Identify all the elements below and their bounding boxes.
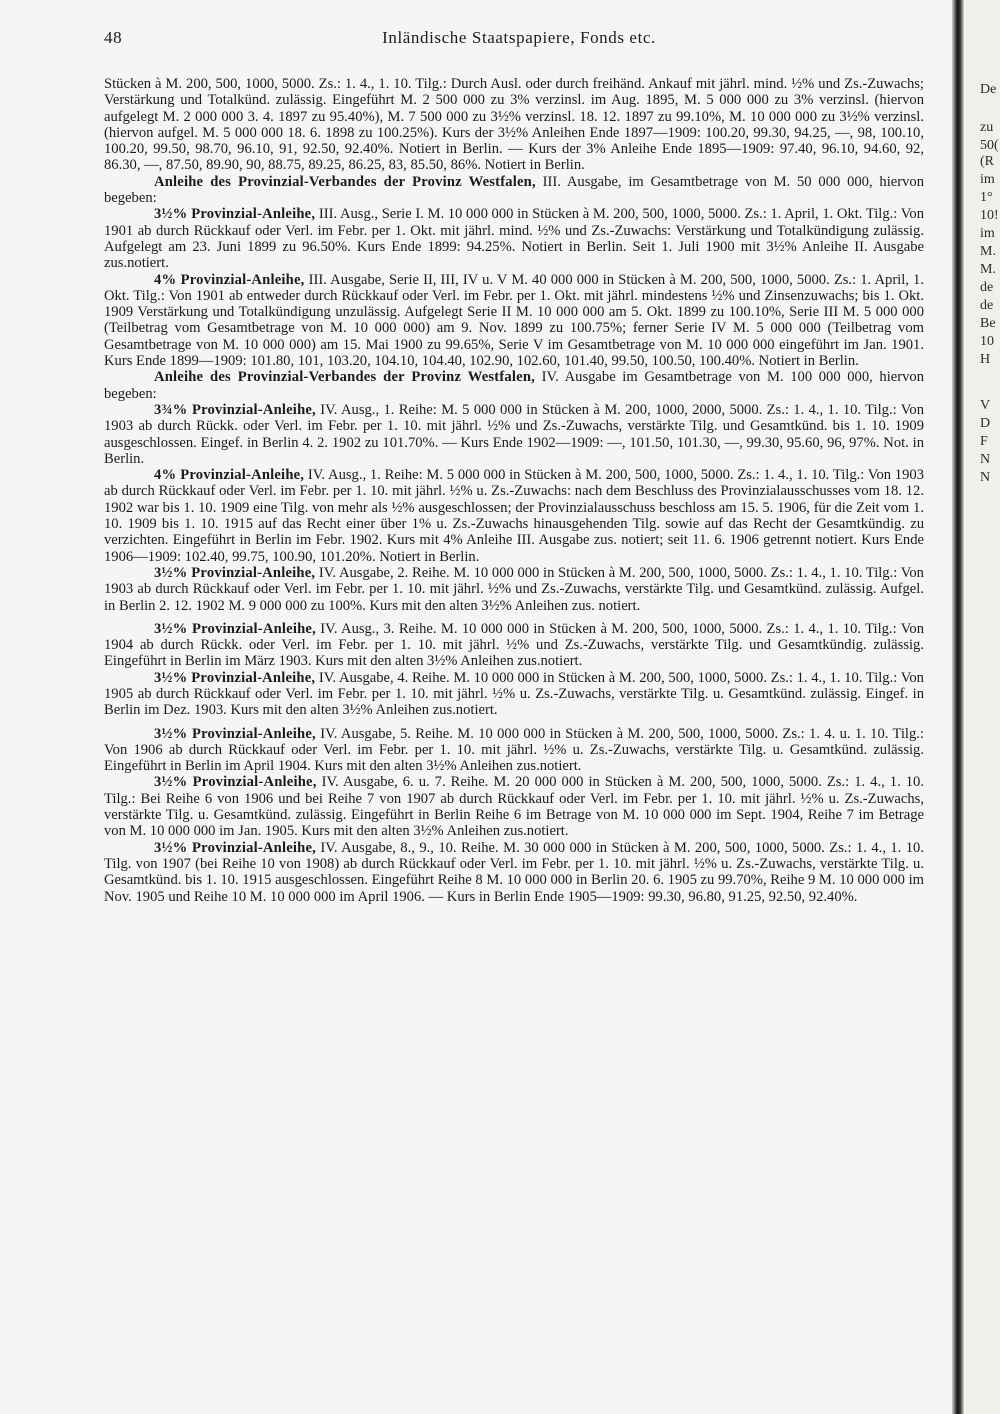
adjacent-page-fragment: im	[980, 226, 995, 241]
paragraph-text: IV. Ausgabe, 8., 9., 10. Reihe. M. 30 000 000 in Stücken à M. 200, 500, 1000, 5000. Zs.: 1. 4., 1. 10. Tilg. von 1907 (bei Reihe 10 von 1908) ab durch Rückkauf oder Verl. im Febr. per 1. 10. mit jährl. ½% u. Zs.-Zuwachs, verstärkte Tilg. u. Gesamtkünd. bis 1. 10. 1915 ausgeschlossen. Eingeführt Reihe 8 M. 10 000 000 in Berlin 20. 6. 1905 zu 99.70%, Reihe 9 M. 10 000 000 im Nov. 1905 und Reihe 10 M. 10 000 000 im April 1906. — Kurs in Berlin Ende 1905—1909: 99.30, 96.80, 91.25, 92.50, 92.40%.	[104, 839, 924, 905]
adjacent-page-fragment: 1°	[980, 190, 993, 205]
paragraph-text: III. Ausg., Serie I. M. 10 000 000 in Stücken à M. 200, 500, 1000, 5000. Zs.: 1. April, 1. Okt. Tilg.: Von 1901 ab durch Rückkauf oder Verl. im Febr. per 1. Okt. mit jährl. mind. ½% und Zs.-Zuwachs: Verstärkung und Totalkündigung zulässig. Aufgelegt am 23. Juni 1899 zu 96.50%. Kurs Ende 1899: 94.25%. Notiert in Berlin. Seit 1. Juli 1900 mit 3½% Anleihe II. Ausgabe zus.notiert.	[104, 206, 924, 272]
body-text	[104, 76, 924, 905]
paragraph-text: IV. Ausg., 1. Reihe: M. 5 000 000 in Stücken à M. 200, 1000, 2000, 5000. Zs.: 1. 4., 1. 10. Tilg.: Von 1903 ab durch Rückk. oder Verl. im Febr. per 1. 10. mit jährl. ½% und Zs.-Zuwachs, verstärkte Tilg. und Gesamtkünd. bis 1. 10. 1909 ausgeschlossen. Eingef. in Berlin 4. 2. 1902 zu 101.70%. — Kurs Ende 1902—1909: —, 101.50, 101.30, —, 99.30, 95.60, 96, 97%. Not. in Berlin.	[104, 401, 924, 467]
bond-title: 4% Provinzial-Anleihe,	[154, 467, 305, 484]
section-heading-paragraph	[104, 174, 924, 207]
paragraph-text: IV. Ausg., 3. Reihe. M. 10 000 000 in Stücken à M. 200, 500, 1000, 5000. Zs.: 1. 4., 1. 10. Tilg.: Von 1904 ab durch Rückk. oder Verl. im Febr. per 1. 10. mit jährl. ½% und Zs.-Zuwachs, verstärkte Tilg. und Gesamtkündig. zulässig. Eingeführt in Berlin im März 1903. Kurs mit den alten 3½% Anleihen zus.notiert.	[104, 620, 924, 670]
bond-title: 3½% Provinzial-Anleihe,	[154, 564, 316, 581]
running-title: Inländische Staatspapiere, Fonds etc.	[382, 28, 656, 47]
section-title: Anleihe des Provinzial-Verbandes der Provinz Westfalen,	[154, 369, 535, 386]
bond-entry	[104, 621, 924, 670]
adjacent-page-fragment: V	[980, 398, 991, 413]
section-heading-paragraph	[104, 369, 924, 402]
adjacent-page-fragment: zu	[980, 120, 994, 135]
paragraph-text: IV. Ausgabe, 4. Reihe. M. 10 000 000 in Stücken à M. 200, 500, 1000, 5000. Zs.: 1. 4., 1. 10. Tilg.: Von 1905 ab durch Rückkauf oder Verl. im Febr. per 1. 10. mit jährl. ½% u. Zs.-Zuwachs, verstärkte Tilg. u. Gesamtkünd. zulässig. Eingef. in Berlin im Dez. 1903. Kurs mit den alten 3½% Anleihen zus.notiert.	[104, 669, 924, 719]
adjacent-page-fragment: N	[980, 452, 991, 467]
bond-title: 3½% Provinzial-Anleihe,	[154, 774, 317, 791]
paragraph-text: Stücken à M. 200, 500, 1000, 5000. Zs.: 1. 4., 1. 10. Tilg.: Durch Ausl. oder durch freihänd. Ankauf mit jährl. mind. ½% und Zs.-Zuwachs; Verstärkung und Totalkünd. zulässig. Eingeführt M. 2 500 000 zu 3% verzinsl. im Aug. 1895, M. 5 000 000 zu 3% verzinsl. (hiervon aufgelegt M. 2 000 000 3. 4. 1897 zu 95.40%), M. 7 500 000 zu 3½% verzinsl. 18. 12. 1897 zu 99.10%, M. 10 000 000 zu 3½% verzinsl. (hiervon aufgel. M. 5 000 000 18. 6. 1898 zu 100.25%). Kurs der 3½% Anleihen Ende 1897—1909: 100.20, 99.30, 94.25, —, 98, 100.10, 100.20, 99.50, 98.70, 96.10, 91, 92.50, 92.40%. Notiert in Berlin. — Kurs der 3% Anleihe Ende 1895—1909: 97.40, 96.10, 94.60, 92, 86.30, —, 87.50, 89.90, 90, 88.75, 89.25, 86.25, 83, 85.50, 86%. Notiert in Berlin.	[104, 76, 924, 174]
adjacent-page-fragment: 50(	[980, 138, 999, 153]
bond-title: 3½% Provinzial-Anleihe,	[154, 206, 316, 223]
paragraph-text: IV. Ausg., 1. Reihe: M. 5 000 000 in Stücken à M. 200, 500, 1000, 5000. Zs.: 1. 4., 1. 10. Tilg.: Von 1903 ab durch Rückkauf oder Verl. im Febr. per 1. 10. mit jährl. ½% u. Zs.-Zuwachs: nach dem Beschluss des Provinzialausschusses vom 18. 12. 1902 war bis 1. 10. 1909 eine Tilg. von mehr als ½% ausgeschlossen; der Provinzialausschuss beschloss am 15. 5. 1906, für die Zeit vom 1. 10. 1909 bis 1. 10. 1915 auf das Recht einer über 1% u. Zs.-Zuwachs hinausgehenden Tilg. sowie auf das Recht der Gesamtkündig. zu verzichten. Eingeführt in Berlin im Febr. 1902. Kurs mit 4% Anleihe III. Ausgabe zus. notiert; seit 11. 6. 1906 getrennt notiert. Kurs Ende 1906—1909: 102.40, 99.75, 100.90, 101.20%. Notiert in Berlin.	[104, 467, 924, 565]
adjacent-page-fragment: de	[980, 280, 994, 295]
section-title: Anleihe des Provinzial-Verbandes der Provinz Westfalen,	[154, 173, 536, 190]
bond-title: 3½% Provinzial-Anleihe,	[154, 839, 316, 856]
paragraph-text: III. Ausgabe, Serie II, III, IV u. V M. 40 000 000 in Stücken à M. 200, 500, 1000, 5000. Zs.: 1. April, 1. Okt. Tilg.: Von 1901 ab entweder durch Rückkauf oder Verl. im Febr. per 1. Okt. mit jährl. mindestens ½% und Zinsenzuwachs; bis 1. Okt. 1909 Verstärkung und Totalkündigung unzulässig. Aufgelegt Serie II M. 10 000 000 am 5. Okt. 1899 zu 100.10%, Serie III M. 5 000 000 (Teilbetrag vom Gesamtbetrage von M. 10 000 000) am 9. Nov. 1899 zu 100.75%; ferner Serie IV M. 5 000 000 (Teilbetrag vom Gesamtbetrage von M. 10 000 000) am 15. Mai 1900 zu 99.65%, Serie V im Gesamtbetrage von M. 10 000 000 eingeführt im Jan. 1901. Kurs Ende 1899—1909: 101.80, 101, 103.20, 104.10, 104.40, 102.90, 102.60, 101.40, 99.50, 100.50, 100.40%. Notiert in Berlin.	[104, 271, 924, 370]
paragraph-text: IV. Ausgabe, 6. u. 7. Reihe. M. 20 000 000 in Stücken à M. 200, 500, 1000, 5000. Zs.: 1. 4., 1. 10. Tilg.: Bei Reihe 6 von 1906 und bei Reihe 7 von 1907 ab durch Rückkauf oder Verl. im Febr. per 1. 10. mit jährl. ½% u. Zs.-Zuwachs, verstärkte Tilg. u. Gesamtkünd. zulässig. Eingeführt in Berlin Reihe 6 im Betrage von M. 10 000 000 im Sept. 1904, Reihe 7 im Betrage von M. 10 000 000 im Jan. 1905. Kurs mit den alten 3½% Anleihen zus.notiert.	[104, 774, 924, 840]
bond-entry	[104, 467, 924, 565]
book-gutter-shadow	[952, 0, 964, 1414]
paragraph-text: IV. Ausgabe im Gesamtbetrage von M. 100 000 000, hiervon begeben:	[104, 369, 924, 402]
bond-title: 3¾% Provinzial-Anleihe,	[154, 401, 316, 418]
bond-title: 3½% Provinzial-Anleihe,	[154, 620, 316, 637]
adjacent-page-fragment: 10!	[980, 208, 999, 223]
adjacent-page-fragment: de	[980, 298, 994, 313]
adjacent-page-fragment: F	[980, 434, 988, 449]
adjacent-page-fragment: (R	[980, 154, 994, 169]
adjacent-page-fragment: M.	[980, 244, 996, 259]
bond-entry	[104, 726, 924, 775]
bond-entry	[104, 670, 924, 719]
bond-entry	[104, 272, 924, 370]
adjacent-page-fragment: 10	[980, 334, 994, 349]
adjacent-page-fragment: im	[980, 172, 995, 187]
paragraph-continuation	[104, 76, 924, 174]
bond-title: 3½% Provinzial-Anleihe,	[154, 669, 316, 686]
adjacent-page-fragment: D	[980, 416, 991, 431]
bond-entry	[104, 402, 924, 467]
paragraph-text: IV. Ausgabe, 5. Reihe. M. 10 000 000 in Stücken à M. 200, 500, 1000, 5000. Zs.: 1. 4. u. 1. 10. Tilg.: Von 1906 ab durch Rückkauf oder Verl. im Febr. per 1. 10. mit jährl. ½% u. Zs.-Zuwachs, verstärkte Tilg. u. Gesamtkünd. zulässig. Eingeführt in Berlin im April 1904. Kurs mit den alten 3½% Anleihen zus.notiert.	[104, 725, 924, 775]
bond-entry	[104, 774, 924, 839]
adjacent-page-edge	[966, 0, 1000, 1414]
bond-title: 4% Provinzial-Anleihe,	[154, 271, 305, 288]
adjacent-page-fragment: M.	[980, 262, 996, 277]
paragraph-text: IV. Ausgabe, 2. Reihe. M. 10 000 000 in Stücken à M. 200, 500, 1000, 5000. Zs.: 1. 4., 1. 10. Tilg.: Von 1903 ab durch Rückkauf oder Verl. im Febr. per 1. 10. mit jährl. ½% und Zs.-Zuwachs, verstärkte Tilg. und Gesamtkünd. zulässig. Aufgel. in Berlin 2. 12. 1902 M. 9 000 000 zu 100%. Kurs mit den alten 3½% Anleihen zus. notiert.	[104, 564, 924, 614]
bond-title: 3½% Provinzial-Anleihe,	[154, 725, 316, 742]
adjacent-page-fragment: N	[980, 470, 991, 485]
page-number: 48	[104, 28, 123, 47]
adjacent-page-fragment: Be	[980, 316, 996, 331]
page-header	[104, 28, 934, 52]
adjacent-page-fragment: H	[980, 352, 991, 367]
bond-entry	[104, 565, 924, 614]
bond-entry	[104, 206, 924, 271]
paragraph-text: III. Ausgabe, im Gesamtbetrage von M. 50 000 000, hiervon begeben:	[104, 173, 924, 207]
bond-entry	[104, 840, 924, 905]
adjacent-page-fragment: De	[980, 82, 997, 97]
